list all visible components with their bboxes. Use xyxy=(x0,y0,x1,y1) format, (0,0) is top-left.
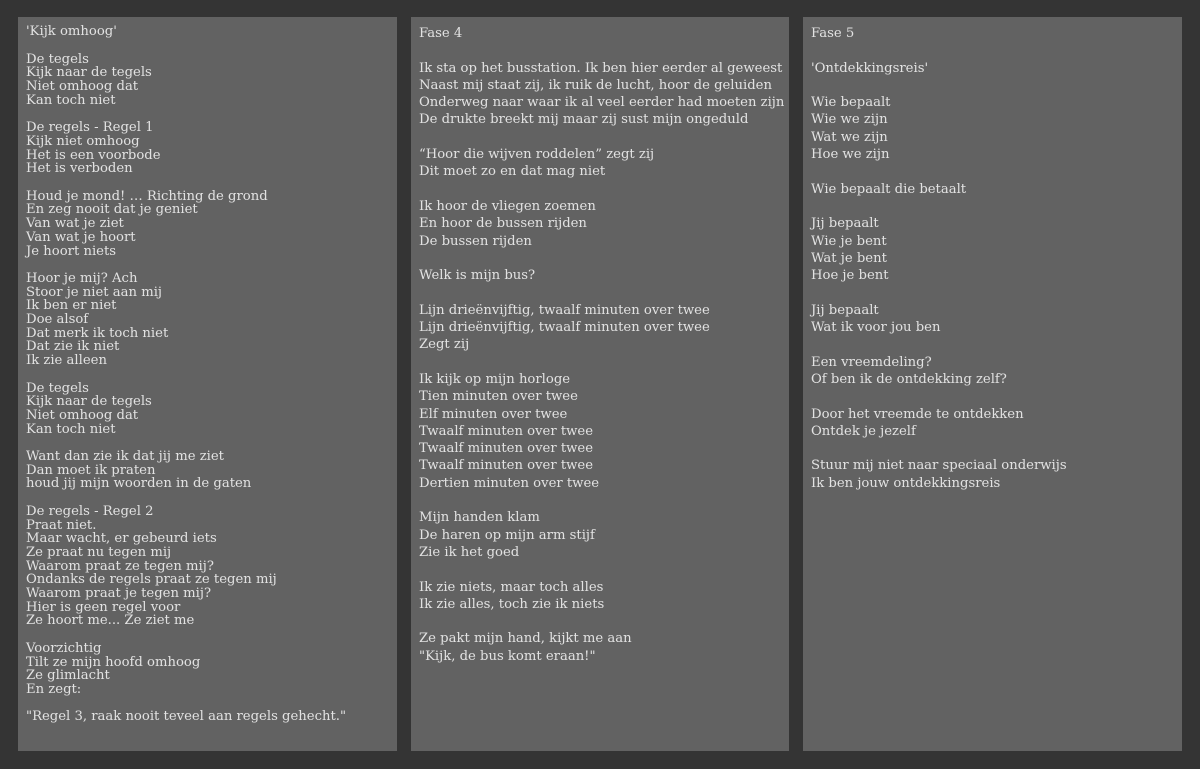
poem-panel-kijk-omhoog xyxy=(18,17,397,751)
stanza-gap xyxy=(26,176,389,190)
stanza-gap xyxy=(811,163,1174,180)
poem-line: De bussen rijden xyxy=(419,233,532,249)
poem-line: Ik ben er niet xyxy=(26,298,117,314)
poem-line: Het is een voorbode xyxy=(26,147,161,163)
stanza-gap xyxy=(811,42,1174,59)
poem-line: Hoe we zijn xyxy=(811,147,890,163)
stanza-gap xyxy=(419,613,781,630)
poem-line: Jij bepaalt xyxy=(811,216,879,232)
poem-line: Ik zie niets, maar toch alles xyxy=(419,579,604,595)
poem-line: Stoor je niet aan mij xyxy=(26,284,163,300)
poem-line: Wie bepaalt die betaalt xyxy=(811,181,967,197)
poem-line: De haren op mijn arm stijf xyxy=(419,527,595,543)
poem-line: En hoor de bussen rijden xyxy=(419,216,587,232)
poem-line: Ze praat nu tegen mij xyxy=(26,544,172,560)
poem-line: Maar wacht, er gebeurd iets xyxy=(26,531,217,547)
stanza-gap xyxy=(26,628,389,642)
stanza-gap xyxy=(811,388,1174,405)
poem-line: "Regel 3, raak nooit teveel aan regels gehecht." xyxy=(26,709,347,725)
poem-line: Wat ik voor jou ben xyxy=(811,320,941,336)
poem-line: Niet omhoog dat xyxy=(26,79,139,95)
poem-panel-fase-5 xyxy=(803,17,1182,751)
poem-line: Mijn handen klam xyxy=(419,510,540,526)
poem-line: Ik kijk op mijn horloge xyxy=(419,371,571,387)
poem-line: Ik ben jouw ontdekkingsreis xyxy=(811,475,1001,491)
poem-line: Lijn drieënvijftig, twaalf minuten over twee xyxy=(419,320,710,336)
poem-line: Ondanks de regels praat ze tegen mij xyxy=(26,572,277,588)
poem-line: Zegt zij xyxy=(419,337,470,353)
poem-line: De tegels xyxy=(26,380,89,396)
stanza-gap xyxy=(26,368,389,382)
poem-line: Kijk niet omhoog xyxy=(26,133,140,149)
stanza-gap xyxy=(811,77,1174,94)
stanza-gap xyxy=(419,42,781,59)
poem-line: Waarom praat ze tegen mij? xyxy=(26,558,214,574)
poem-body xyxy=(811,60,1174,492)
poem-line: Twaalf minuten over twee xyxy=(419,423,594,439)
poem-line: De regels - Regel 1 xyxy=(26,120,154,136)
poem-line: Wat we zijn xyxy=(811,129,888,145)
poem-line: Ik zie alles, toch zie ik niets xyxy=(419,596,605,612)
poem-line: Ontdek je jezelf xyxy=(811,423,916,439)
stanza-gap xyxy=(811,440,1174,457)
poem-line: Naast mij staat zij, ik ruik de lucht, hoor de geluiden xyxy=(419,77,772,93)
stanza-gap xyxy=(811,198,1174,215)
poem-line: Van wat je hoort xyxy=(26,229,136,245)
poem-line: Twaalf minuten over twee xyxy=(419,458,594,474)
poem-line: Doe alsof xyxy=(26,312,89,328)
stanza-gap xyxy=(419,561,781,578)
poem-body xyxy=(26,53,389,724)
poem-line: En zeg nooit dat je geniet xyxy=(26,202,198,218)
poem-line: Wie bepaalt xyxy=(811,95,891,111)
poem-line: Dan moet ik praten xyxy=(26,462,156,478)
poem-line: Stuur mij niet naar speciaal onderwijs xyxy=(811,458,1067,474)
poem-line: Waarom praat je tegen mij? xyxy=(26,586,212,602)
stanza-gap xyxy=(419,492,781,509)
poem-line: Wie je bent xyxy=(811,233,887,249)
poem-line: Ze pakt mijn hand, kijkt me aan xyxy=(419,631,632,647)
stanza-gap xyxy=(811,336,1174,353)
stanza-gap xyxy=(26,436,389,450)
poem-line: Tien minuten over twee xyxy=(419,389,578,405)
stanza-gap xyxy=(26,697,389,711)
poem-line: Ik sta op het busstation. Ik ben hier eerder al geweest xyxy=(419,60,783,76)
stanza-gap xyxy=(811,284,1174,301)
poem-line: Tilt ze mijn hoofd omhoog xyxy=(26,654,201,670)
poem-line: Zie ik het goed xyxy=(419,544,520,560)
poem-line: Welk is mijn bus? xyxy=(419,268,536,284)
poem-title: Fase 5 xyxy=(811,26,855,41)
poem-line: Van wat je ziet xyxy=(26,216,124,232)
poem-line: Dit moet zo en dat mag niet xyxy=(419,164,606,180)
poem-title: 'Kijk omhoog' xyxy=(26,24,117,39)
poem-line: Niet omhoog dat xyxy=(26,407,139,423)
stanza-gap xyxy=(419,284,781,301)
poem-line: Wat je bent xyxy=(811,250,887,266)
poem-line: Dat merk ik toch niet xyxy=(26,325,169,341)
poem-line: Hoor je mij? Ach xyxy=(26,270,138,286)
poem-line: Ik hoor de vliegen zoemen xyxy=(419,198,596,214)
poem-line: Ze hoort me... Ze ziet me xyxy=(26,613,195,629)
poem-line: De drukte breekt mij maar zij sust mijn ongeduld xyxy=(419,112,749,128)
poem-line: Praat niet. xyxy=(26,517,97,533)
poem-line: Elf minuten over twee xyxy=(419,406,568,422)
poem-line: Ze glimlacht xyxy=(26,668,110,684)
poem-line: Ik zie alleen xyxy=(26,353,107,369)
poem-line: 'Ontdekkingsreis' xyxy=(811,60,929,76)
stanza-gap xyxy=(26,491,389,505)
poem-line: Kan toch niet xyxy=(26,92,116,108)
poem-line: De regels - Regel 2 xyxy=(26,503,154,519)
poem-line: Een vreemdeling? xyxy=(811,354,932,370)
poem-line: Jij bepaalt xyxy=(811,302,879,318)
poem-line: “Hoor die wijven roddelen” zegt zij xyxy=(419,147,655,163)
stanza-gap xyxy=(26,258,389,272)
poem-panel-fase-4 xyxy=(411,17,789,751)
poem-line: Dertien minuten over twee xyxy=(419,475,600,491)
poem-line: Wie we zijn xyxy=(811,112,888,128)
poem-title: Fase 4 xyxy=(419,26,463,41)
stanza-gap xyxy=(26,108,389,122)
poem-line: Hier is geen regel voor xyxy=(26,599,181,615)
poem-line: Onderweg naar waar ik al veel eerder had moeten zijn xyxy=(419,95,785,111)
poem-body xyxy=(419,60,785,665)
poem-line: Hoe je bent xyxy=(811,268,889,284)
poem-line: Want dan zie ik dat jij me ziet xyxy=(26,449,224,465)
poem-line: Of ben ik de ontdekking zelf? xyxy=(811,371,1007,387)
poem-line: Lijn drieënvijftig, twaalf minuten over twee xyxy=(419,302,710,318)
poem-line: Kijk naar de tegels xyxy=(26,394,152,410)
poem-line: Houd je mond! … Richting de grond xyxy=(26,188,268,204)
poem-line: Dat zie ik niet xyxy=(26,339,120,355)
poem-line: Door het vreemde te ontdekken xyxy=(811,406,1024,422)
poem-line: Twaalf minuten over twee xyxy=(419,441,594,457)
poem-line: De tegels xyxy=(26,51,89,67)
poem-line: En zegt: xyxy=(26,681,82,697)
stanza-gap xyxy=(419,181,781,198)
poem-line: Kan toch niet xyxy=(26,421,116,437)
poem-line: houd jij mijn woorden in de gaten xyxy=(26,476,252,492)
poem-line: Het is verboden xyxy=(26,161,133,177)
stanza-gap xyxy=(419,354,781,371)
stanza-gap xyxy=(419,250,781,267)
stanza-gap xyxy=(419,129,781,146)
poem-line: Je hoort niets xyxy=(26,243,117,259)
poem-line: Voorzichtig xyxy=(26,640,102,656)
poem-line: Kijk naar de tegels xyxy=(26,65,152,81)
poem-line: "Kijk, de bus komt eraan!" xyxy=(419,648,596,664)
